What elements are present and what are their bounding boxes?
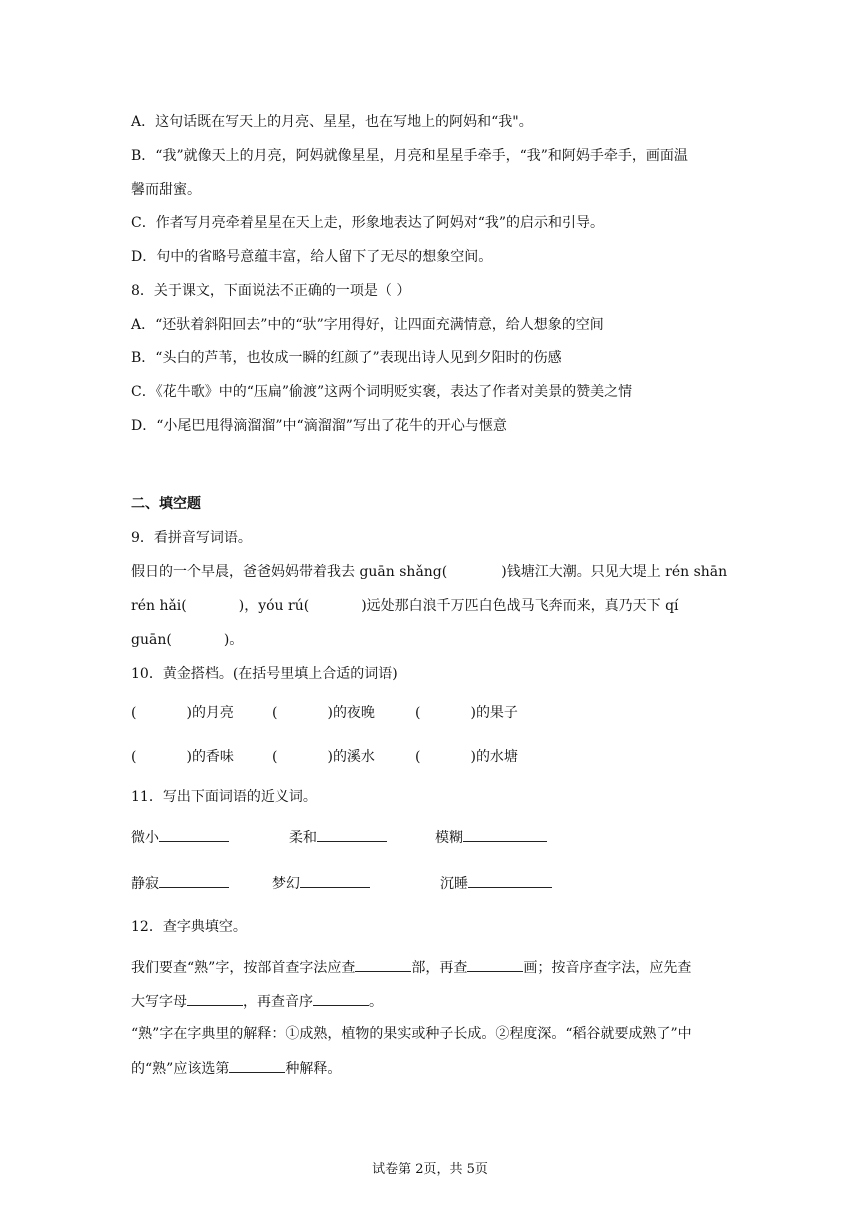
- q9-line1: [131, 562, 727, 582]
- page-footer: 试卷第 2页，共 5页: [372, 1162, 488, 1177]
- q10-item-text: 的溪水: [332, 749, 375, 765]
- q7-option-b-line2: 馨而甜蜜。: [131, 182, 201, 198]
- q10-item: ( )的香味: [131, 749, 234, 765]
- q11-item: [131, 873, 229, 894]
- q10-item: ( )的水塘: [415, 749, 518, 765]
- q12-text: 画；按音序查字法，应先查: [523, 960, 692, 976]
- q11-item: [272, 873, 370, 894]
- answer-blank[interactable]: [313, 991, 369, 1006]
- answer-blank[interactable]: [468, 873, 552, 888]
- q10-item-text: 的夜晚: [332, 705, 375, 721]
- q9-text: )钱塘江大潮。只见大堤上 rén shān: [501, 564, 728, 580]
- q10-item: ( )的溪水: [272, 749, 375, 765]
- q9-line2: [131, 596, 679, 616]
- answer-blank[interactable]: [300, 873, 370, 888]
- q11-word: 沉睡: [440, 876, 468, 892]
- q12-line4: [131, 1058, 341, 1079]
- q10-item: ( )的夜晚: [272, 705, 375, 721]
- q11-word: 微小: [131, 830, 159, 846]
- q11-word: 柔和: [289, 830, 317, 846]
- q11-stem: 11．写出下面词语的近义词。: [131, 789, 317, 805]
- q8-option-b: B．“头白的芦苇，也妆成一瞬的红颜了”表现出诗人见到夕阳时的伤感: [131, 350, 562, 366]
- q12-text: ，再查音序: [243, 994, 313, 1010]
- q8-option-a: A．“还驮着斜阳回去”中的“驮”字用得好，让四面充满情意，给人想象的空间: [131, 317, 604, 333]
- q10-item-text: 的香味: [191, 749, 234, 765]
- q12-line2: [131, 991, 383, 1012]
- answer-blank[interactable]: [355, 957, 411, 972]
- q9-text: )，yóu rú(: [238, 598, 310, 614]
- q12-text: 我们要查“熟”字，按部首查字法应查: [131, 960, 356, 976]
- answer-blank[interactable]: [467, 957, 523, 972]
- q10-item-text: 的水塘: [475, 749, 518, 765]
- q11-word: 梦幻: [272, 876, 300, 892]
- q8-option-c: C．《花牛歌》中的“压扁”偷渡”这两个词明贬实褒，表达了作者对美景的赞美之情: [131, 384, 633, 400]
- q10-item: ( )的果子: [415, 705, 518, 721]
- q7-option-a: A．这句话既在写天上的月亮、星星，也在写地上的阿妈和“我"。: [131, 114, 533, 130]
- answer-blank[interactable]: [229, 1058, 285, 1073]
- q9-stem: 9．看拼音写词语。: [131, 530, 252, 546]
- q11-item: [289, 827, 387, 848]
- answer-blank[interactable]: [159, 873, 229, 888]
- q8-option-d: D．“小尾巴甩得滴溜溜”中“滴溜溜”写出了花牛的开心与惬意: [131, 418, 507, 434]
- answer-blank[interactable]: [317, 827, 387, 842]
- q12-text: 的“熟”应该选第: [131, 1061, 230, 1077]
- answer-blank[interactable]: [463, 827, 547, 842]
- q11-word: 模糊: [435, 830, 463, 846]
- q7-option-b-line1: B．“我”就像天上的月亮，阿妈就像星星，月亮和星星手牵手，“我”和阿妈手牵手，画面温: [131, 148, 688, 164]
- q12-text: 种解释。: [285, 1061, 342, 1077]
- q9-line3: [131, 630, 243, 650]
- q8-stem: 8．关于课文，下面说法不正确的一项是（ ）: [131, 283, 411, 299]
- q7-option-c: C．作者写月亮牵着星星在天上走，形象地表达了阿妈对“我”的启示和引导。: [131, 215, 605, 231]
- answer-blank[interactable]: [159, 827, 229, 842]
- q11-item: [131, 827, 229, 848]
- q10-item: ( )的月亮: [131, 705, 234, 721]
- q11-word: 静寂: [131, 876, 159, 892]
- q9-text: 假日的一个早晨，爸爸妈妈带着我去 guān shǎng(: [131, 564, 448, 580]
- q12-text: 。: [369, 994, 383, 1010]
- q12-line1: [131, 957, 691, 978]
- q12-text: 大写字母: [131, 994, 187, 1010]
- q11-item: [440, 873, 552, 894]
- q9-text: )远处那白浪千万匹白色战马飞奔而来，真乃天下 qí: [361, 598, 679, 614]
- q9-text: guān(: [131, 632, 172, 648]
- q10-item-text: 的月亮: [191, 705, 234, 721]
- answer-blank[interactable]: [187, 991, 243, 1006]
- q10-stem: 10．黄金搭档。(在括号里填上合适的词语): [131, 666, 398, 682]
- q10-item-text: 的果子: [475, 705, 518, 721]
- q7-option-d: D．句中的省略号意蕴丰富，给人留下了无尽的想象空间。: [131, 249, 493, 265]
- q9-text: )。: [223, 632, 244, 648]
- q12-text: 部，再查: [411, 960, 468, 976]
- q11-item: [435, 827, 547, 848]
- section-title: 二、填空题: [131, 496, 201, 512]
- q9-text: rén hǎi(: [131, 598, 187, 614]
- q12-line3: “熟”字在字典里的解释：①成熟，植物的果实或种子长成。②程度深。“稻谷就要成熟了”中: [131, 1026, 692, 1042]
- q12-stem: 12．查字典填空。: [131, 919, 247, 935]
